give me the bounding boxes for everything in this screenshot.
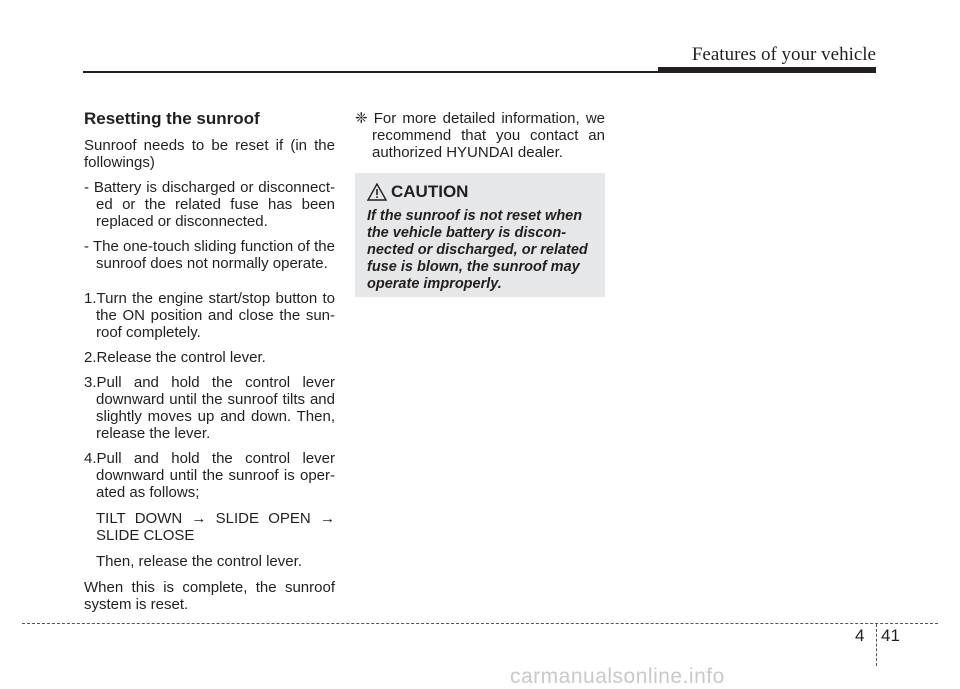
page-header-title: Features of your vehicle bbox=[691, 44, 876, 65]
intro-text: Sunroof needs to be reset if (in the followings) bbox=[84, 137, 335, 171]
page-number: 41 bbox=[881, 626, 900, 645]
step-item: 3.Pull and hold the control lever downward until the sunroof tilts and slightly moves up and down. Then, release the lever. bbox=[84, 374, 335, 442]
caution-title: CAUTION bbox=[391, 182, 469, 201]
warning-triangle-icon bbox=[367, 183, 387, 201]
conclusion-text: When this is complete, the sunroof system is reset. bbox=[84, 579, 335, 613]
header-rule-accent bbox=[658, 67, 876, 73]
left-column bbox=[84, 110, 335, 613]
footer-divider bbox=[876, 624, 877, 666]
condition-item: - The one-touch sliding function of the sunroof does not normally operate. bbox=[84, 238, 335, 272]
right-column bbox=[355, 110, 605, 161]
chapter-number: 4 bbox=[855, 626, 865, 645]
condition-item: - Battery is discharged or disconnect- ed or the related fuse has been replaced or disconnected. bbox=[84, 179, 335, 230]
operation-sequence: TILT DOWN → SLIDE OPEN → SLIDE CLOSE bbox=[96, 510, 335, 544]
caution-header bbox=[367, 182, 468, 202]
watermark: carmanualsonline.info bbox=[510, 665, 725, 688]
footer-rule bbox=[22, 623, 938, 624]
section-heading: Resetting the sunroof bbox=[84, 109, 260, 128]
caution-text: If the sunroof is not reset when the vehicle battery is discon- nected or discharged, or related fuse is blown, the sunroof may operate improperly. bbox=[367, 208, 588, 292]
header-rule bbox=[83, 71, 703, 73]
caution-box bbox=[355, 173, 605, 297]
step-item: 4.Pull and hold the control lever downward until the sunroof is oper- ated as follows; bbox=[84, 450, 335, 501]
dealer-note: ❈ For more detailed information, we recommend that you contact an authorized HYUNDAI dealer. bbox=[355, 110, 605, 161]
step-item: 1.Turn the engine start/stop button to the ON position and close the sun- roof completely. bbox=[84, 290, 335, 341]
release-instruction: Then, release the control lever. bbox=[96, 553, 302, 570]
step-item: 2.Release the control lever. bbox=[84, 349, 266, 366]
